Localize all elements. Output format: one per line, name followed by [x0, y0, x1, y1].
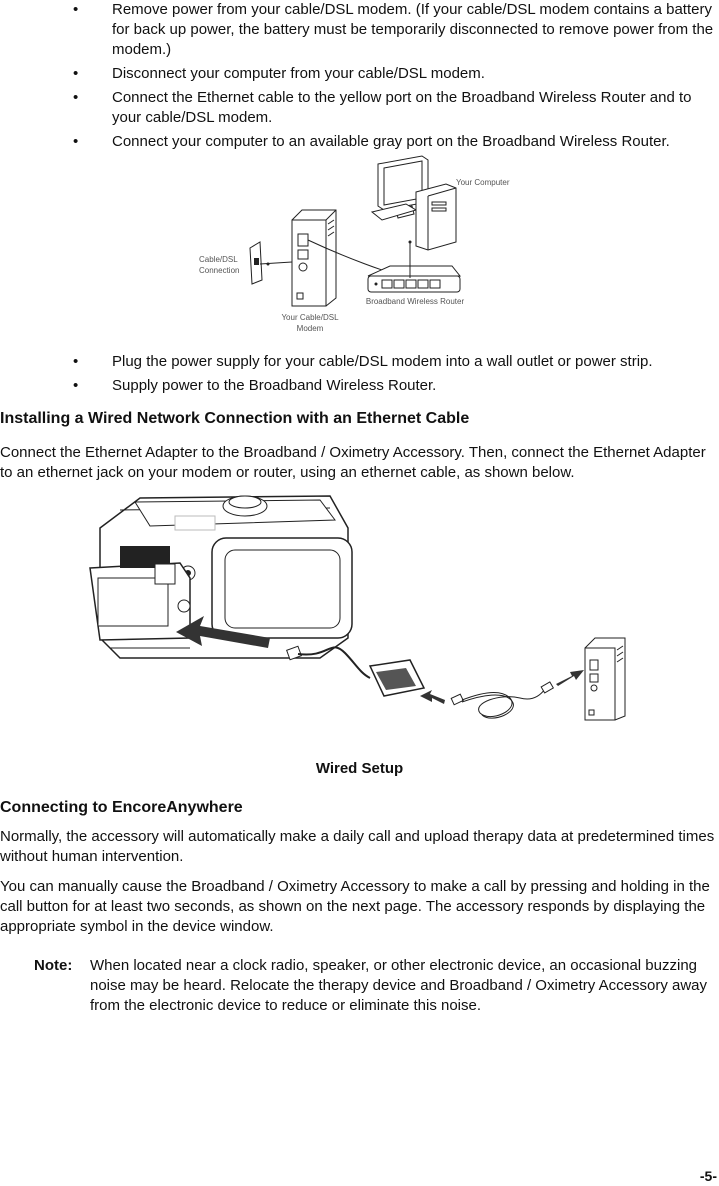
list-item: • Connect the Ethernet cable to the yellow port on the Broadband Wireless Router and to your cable/DSL modem.: [73, 89, 692, 126]
cable-connection-label: Connection: [199, 266, 240, 275]
figure-caption: Wired Setup: [315, 760, 404, 777]
encore-paragraph-1: Normally, the accessory will automatically make a daily call and upload therapy data at predetermined times without human intervention.: [0, 828, 715, 865]
computer-label: Your Computer: [456, 178, 510, 187]
wired-paragraph: Connect the Ethernet Adapter to the Broadband / Oximetry Accessory. Then, connect the Ethernet Adapter to an ethernet jack on your modem or router, using an ethernet cable, as shown below.: [0, 444, 706, 481]
wired-setup-figure: [80, 488, 640, 728]
list-item: • Supply power to the Broadband Wireless Router.: [73, 377, 437, 394]
arrow-icon: [420, 690, 445, 704]
note-text: When located near a clock radio, speaker, or other electronic device, an occasional buzzing noise may be heard. Relocate the therapy device and Broadband / Oximetry Accessory away from the electronic device to reduce or eliminate this noise.: [90, 957, 707, 1014]
section-heading-encore: Connecting to EncoreAnywhere: [0, 799, 243, 816]
setup-steps-list: [0, 0, 719, 156]
list-item: • Disconnect your computer from your cable/DSL modem.: [73, 65, 485, 82]
modem-label: Modem: [296, 324, 324, 333]
modem-icon: [292, 210, 336, 306]
router-icon: [368, 266, 460, 292]
modem-label: Your Cable/DSL: [281, 313, 339, 322]
list-item: • Remove power from your cable/DSL modem. (If your cable/DSL modem contains a battery for back up power, the battery must be temporarily disconnected to remove power from the modem.): [73, 1, 714, 58]
ethernet-cable-icon: [451, 682, 553, 718]
modem-icon: [585, 638, 625, 720]
list-item: • Plug the power supply for your cable/DSL modem into a wall outlet or power strip.: [73, 353, 653, 370]
section-heading-wired: Installing a Wired Network Connection with an Ethernet Cable: [0, 410, 470, 427]
network-diagram: [190, 150, 530, 340]
power-steps-list: [0, 352, 719, 400]
page-number: -5-: [699, 1168, 717, 1184]
router-label: Broadband Wireless Router: [365, 297, 465, 306]
encore-paragraph-2: You can manually cause the Broadband / Oximetry Accessory to make a call by pressing and holding in the call button for at least two seconds, as shown on the next page. The accessory responds by displaying the appropriate symbol in the device window.: [0, 878, 710, 935]
computer-icon: [372, 156, 456, 250]
ethernet-adapter-icon: [287, 646, 424, 696]
cable-connection-label: Cable/DSL: [199, 255, 238, 264]
note-label: Note:: [34, 957, 73, 974]
list-item: • Connect your computer to an available gray port on the Broadband Wireless Router.: [73, 133, 670, 150]
arrow-icon: [556, 670, 584, 686]
